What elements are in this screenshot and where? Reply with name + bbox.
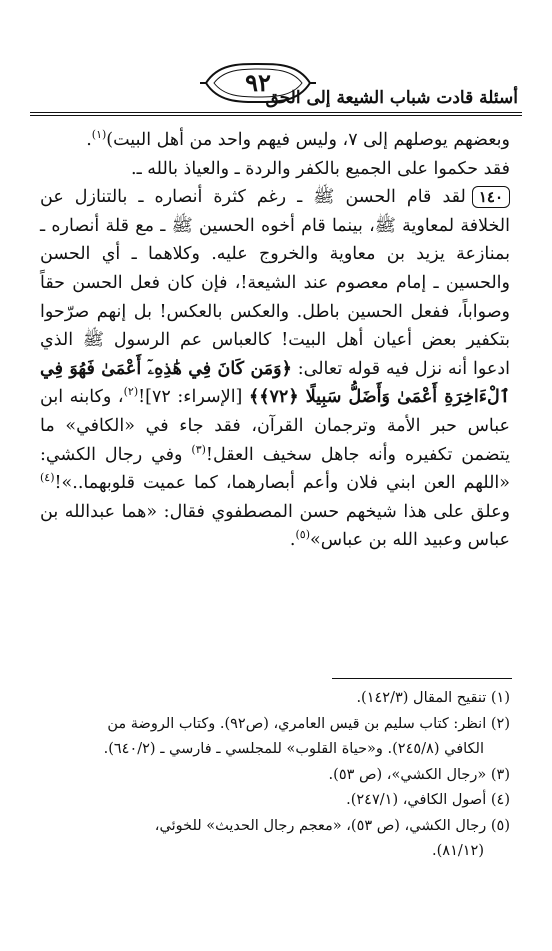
footnote bbox=[40, 712, 510, 738]
footnote-number: (٢) bbox=[490, 715, 510, 732]
footnote-text: تنقيح المقال (١٤٢/٣). bbox=[356, 690, 487, 706]
text-run: . bbox=[86, 130, 92, 150]
footnote-ref: (٥) bbox=[295, 528, 310, 542]
main-text bbox=[40, 126, 510, 555]
text-run: وفي رجال الكشي: «اللهم العن ابني فلان وأعم أبصارهما، كما عميت قلوبهما..»! bbox=[40, 444, 510, 494]
quran-verse: ﴿وَمَن كَانَ فِي هَٰذِهِۦٓ أَعْمَىٰ فَهُوَ فِي ٱلْءَاخِرَةِ أَعْمَىٰ وَأَضَلُّ سَبِيلًا ﴿٧٢﴾﴾ bbox=[40, 358, 510, 408]
footnote-number: (٥) bbox=[490, 817, 510, 834]
text-run: لقد قام الحسن ﷺ ـ رغم كثرة أنصاره ـ بالتنازل عن الخلافة لمعاوية ﷺ، بينما قام أخوه الحسين ﷺ ـ مع قلة أنصاره ـ بمنازعة يزيد بن معاوية والخروج عليه. وكلاهما ـ أي الحسن والحسين ـ إمام معصوم عند الشيعة!، فإن كان فعل الحسن حقاً وصواباً، ففعل الحسين باطل. والعكس بالعكس! بل إنهم صرّحوا بتكفير بعض أعيان أهل البيت! كالعباس عم الرسول ﷺ الذي ادعوا أنه نزل فيه قوله تعالى: bbox=[40, 187, 510, 379]
paragraph-number-badge: ١٤٠ bbox=[472, 186, 510, 208]
footnote-continuation: (٨١/١٢). bbox=[432, 843, 484, 859]
page-number: ٩٢ bbox=[245, 68, 271, 97]
header-rule bbox=[30, 112, 522, 113]
footnote-number: (١) bbox=[490, 690, 510, 706]
footnote-ref: (٢) bbox=[123, 385, 139, 399]
footnote bbox=[40, 814, 510, 840]
footnote bbox=[40, 763, 510, 789]
paragraph bbox=[40, 183, 510, 555]
header-rule bbox=[30, 115, 522, 116]
footnote bbox=[40, 686, 510, 712]
paragraph: فقد حكموا على الجميع بالكفر والردة ـ والعياذ بالله ـ. bbox=[131, 158, 510, 179]
footnote bbox=[40, 788, 510, 814]
paragraph bbox=[40, 126, 510, 155]
footnote-ref: (٤) bbox=[40, 471, 55, 485]
footnote-number: (٤) bbox=[490, 792, 510, 808]
verse-citation: [الإسراء: ٧٢]! bbox=[138, 387, 243, 408]
text-run: . bbox=[289, 530, 296, 551]
footnotes bbox=[40, 686, 510, 865]
footnote-text: رجال الكشي، (ص ٥٣)، «معجم رجال الحديث» للخوئي، bbox=[154, 817, 487, 834]
footnote-number: (٣) bbox=[490, 766, 510, 783]
text-run: وبعضهم يوصلهم إلى ٧، وليس فيهم واحد من أهل البيت) bbox=[106, 130, 510, 150]
footnote-text: «رجال الكشي»، (ص ٥٣). bbox=[328, 766, 487, 783]
footnote-separator bbox=[332, 678, 512, 679]
page-header bbox=[30, 58, 522, 108]
footnote-ref: (٣) bbox=[191, 442, 206, 456]
running-title: أسئلة قادت شباب الشيعة إلى الحق bbox=[265, 88, 518, 108]
footnote-continuation: الكافي (٢٤٥/٨). و«حياة القلوب» للمجلسي ـ فارسي ـ (٦٤٠/٢). bbox=[103, 741, 484, 757]
footnote-text: انظر: كتاب سليم بن قيس العامري، (ص٩٢). وكتاب الروضة من bbox=[107, 715, 487, 732]
footnote-ref: (١) bbox=[91, 128, 107, 142]
text-run: وعلق على هذا شيخهم حسن المصطفوي فقال: «هما عبدالله بن عباس وعبيد الله بن عباس» bbox=[40, 501, 510, 551]
footnote-text: أصول الكافي، (٢٤٧/١). bbox=[346, 792, 487, 808]
text-run: ، وكابنه ابن عباس حبر الأمة وترجمان القرآن، فقد جاء في «الكافي» ما يتضمن تكفيره وأنه جاهل سخيف العقل! bbox=[40, 387, 511, 465]
